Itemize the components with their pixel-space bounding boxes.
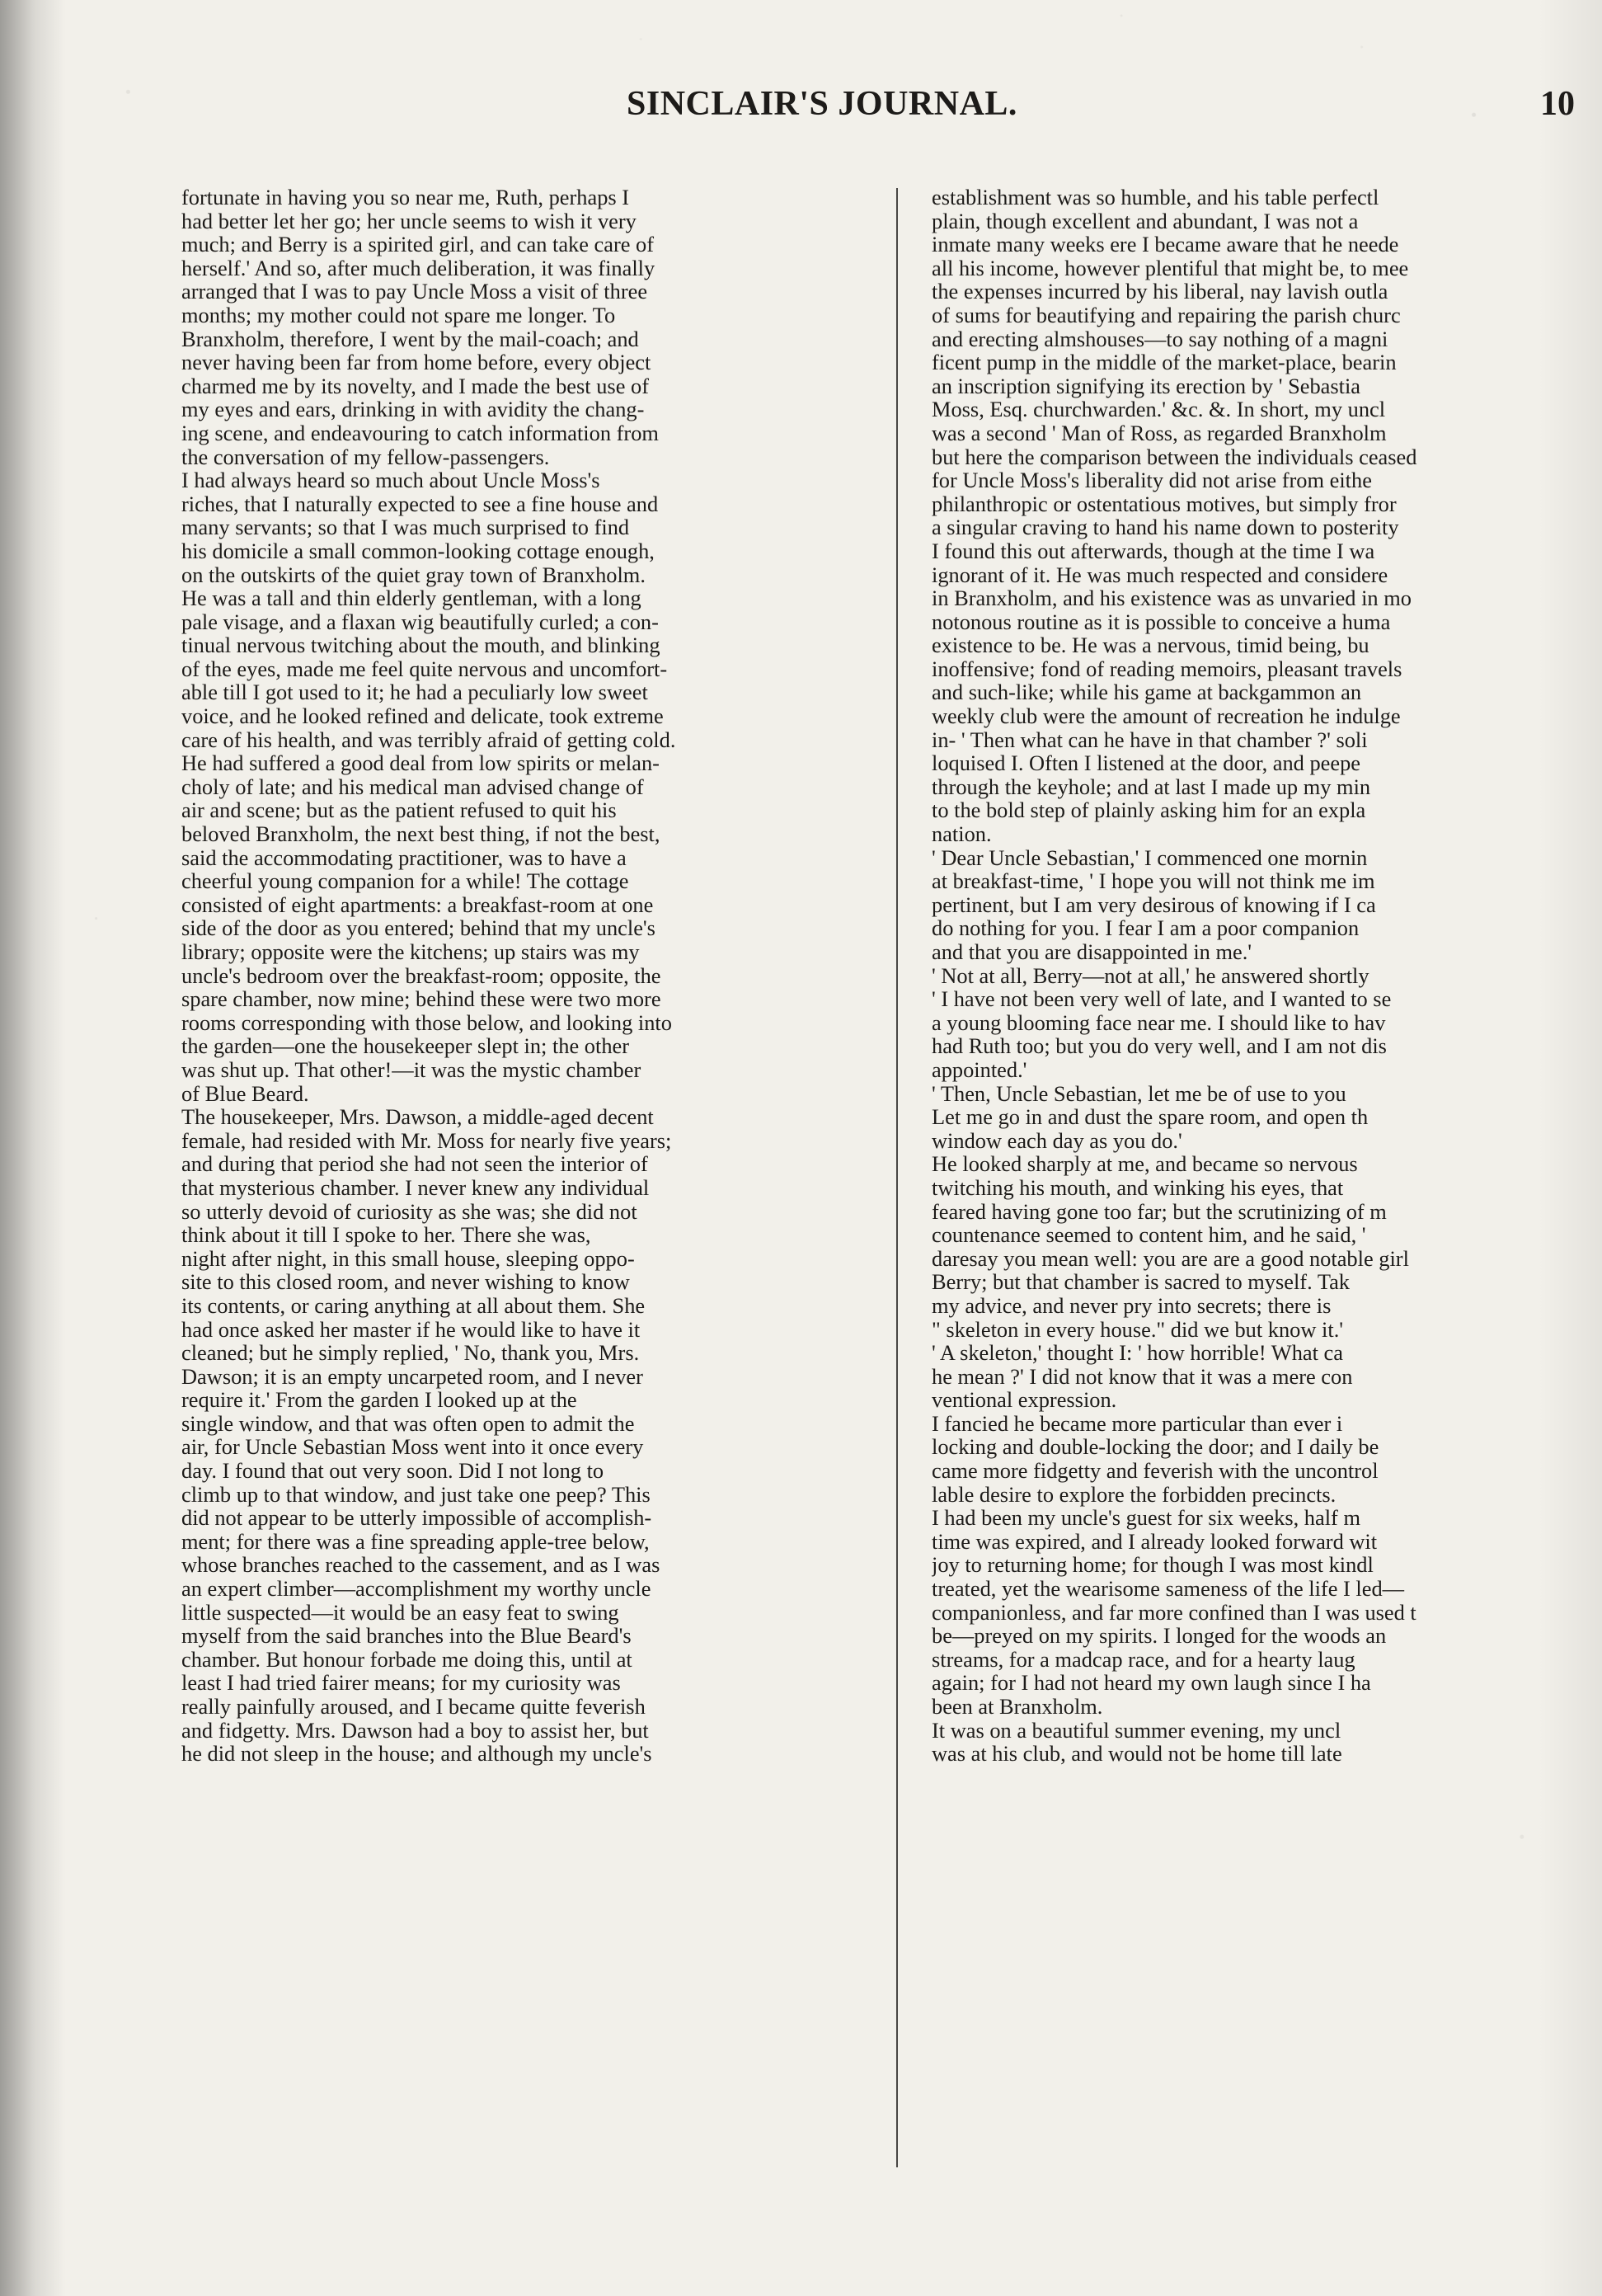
right-column [932, 186, 1583, 2132]
right-paragraph-2: ' Dear Uncle Sebastian,' I commenced one mornin at breakfast-time, ' I hope you will not think me im pertinent, but I am very desirous of knowing if I ca do nothing for you. I fear I am a poor companion and that you are disappointed in me.' [932, 845, 1376, 964]
left-paragraph-4: The housekeeper, Mrs. Dawson, a middle-aged decent female, had resided with Mr. Moss for nearly five years; and during that period she had not seen the interior of that mysterious chamber. I never knew any individual so utterly devoid of curiosity as she was; she did not think about it till I spoke to her. There she was, night after night, in this small house, sleeping oppo- site to this closed room, and never wishing to know its contents, or caring anything at all about them. She had once asked her master if he would like to have it cleaned; but he simply replied, ' No, thank you, Mrs. Dawson; it is an empty uncarpeted room, and I never require it.' From the garden I looked up at the single window, and that was often open to admit the air, for Uncle Sebastian Moss went into it once every day. I found that out very soon. Did I not long to climb up to that window, and just take one peep? This did not appear to be utterly impossible of accomplish- ment; for there was a fine spreading apple-tree below, whose branches reached to the cassement, and as I was an expert climber—accomplishment my worthy uncle little suspected—it would be an easy feat to swing myself from the said branches into the Blue Beard's chamber. But honour forbade me doing this, until at least I had tried fairer means; for my curiosity was really painfully aroused, and I became quitte feverish and fidgetty. Mrs. Dawson had a boy to assist her, but he did not sleep in the house; and although my uncle's [181, 1104, 672, 1767]
column-divider [896, 188, 898, 2167]
left-paragraph-3: He was a tall and thin elderly gentleman, with a long pale visage, and a flaxan wig beautifully curled; a con- tinual nervous twitching about the mouth, and blinking of the eyes, made me feel quite nervous and uncomfort- able till I got used to it; he had a peculiarly low sweet voice, and he looked refined and delicate, took extreme care of his health, and was terribly afraid of getting cold. He had suffered a good deal from low spirits or melan- choly of late; and his medical man advised change of air and scene; but as the patient refused to quit his beloved Branxholm, the next best thing, if not the best, said the accommodating practitioner, was to have a cheerful young companion for a while! The cottage consisted of eight apartments: a breakfast-room at one side of the door as you entered; behind that my uncle's library; opposite were the kitchens; up stairs was my uncle's bedroom over the breakfast-room; opposite, the spare chamber, now mine; behind these were two more rooms corresponding with those below, and looking into the garden—one the housekeeper slept in; the other was shut up. That other!—it was the mystic chamber of Blue Beard. [181, 586, 676, 1106]
page-number: 10 [1540, 85, 1575, 123]
right-paragraph-4: ' Then, Uncle Sebastian, let me be of use to you Let me go in and dust the spare room, and open th window each day as you do.' [932, 1080, 1369, 1153]
left-column [181, 186, 874, 2132]
left-paragraph-2: I had always heard so much about Uncle Moss's riches, that I naturally expected to see a fine house and many servants; so that I was much surprised to find his domicile a small common-looking cottage enough, on the outskirts of the quiet gray town of Branxholm. [181, 468, 659, 587]
paper-texture [0, 0, 1602, 78]
right-paragraph-1: establishment was so humble, and his table perfectl plain, though excellent and abundant, I was not a inmate many weeks ere I became aware that he neede all his income, however plentiful that might be, to mee the expenses incurred by his liberal, nay lavish outla of sums for beautifying and repairing the parish churc and erecting almshouses—to say nothing of a magni ficent pump in the middle of the market-place, bearin an inscription signifying its erection by ' Sebastia Moss, Esq. churchwarden.' &c. &. In short, my uncl was a second ' Man of Ross, as regarded Branxholm but here the comparison between the individuals ceased for Uncle Moss's liberality did not arise from eithe philanthropic or ostentatious motives, but simply fror a singular craving to hand his name down to posterity I found this out afterwards, though at the time I wa ignorant of it. He was much respected and considere in Branxholm, and his existence was as unvaried in mo notonous routine as it is possible to conceive a huma existence to be. He was a nervous, timid being, bu inoffensive; fond of reading memoirs, pleasant travels and such-like; while his game at backgammon an weekly club were the amount of recreation he indulge in- ' Then what can he have in that chamber ?' soli loquised I. Often I listened at the door, and peepe through the keyhole; and at last I made up my min to the bold step of plainly asking him for an expla nation. [932, 186, 1417, 847]
page-header-title: SINCLAIR'S JOURNAL. [627, 85, 1017, 123]
right-paragraph-8: I had been my uncle's guest for six weeks, half m time was expired, and I already looked forward wit joy to returning home; for though I was most kindl treated, yet the wearisome sameness of the life I led— companionless, and far more confined than I was used t be—preyed on my spirits. I longed for the woods an streams, for a madcap race, and for a hearty laug again; for I had not heard my own laugh since I ha been at Branxholm. [932, 1505, 1416, 1719]
right-paragraph-6: ' A skeleton,' thought I: ' how horrible! What ca he mean ?' I did not know that it was a mere con ventional expression. [932, 1340, 1353, 1413]
binding-shadow [0, 0, 66, 2296]
right-paragraph-9: It was on a beautiful summer evening, my uncl was at his club, and would not be home till late [932, 1717, 1342, 1767]
left-paragraph-1: fortunate in having you so near me, Ruth, perhaps I had better let her go; her uncle seems to wish it very much; and Berry is a spirited girl, and can take care of herself.' And so, after much deliberation, it was finally arranged that I was to pay Uncle Moss a visit of three months; my mother could not spare me longer. To Branxholm, therefore, I went by the mail-coach; and never having been far from home before, every object charmed me by its novelty, and I made the best use of my eyes and ears, drinking in with avidity the chang- ing scene, and endeavouring to catch information from the conversation of my fellow-passengers. [181, 186, 659, 469]
right-paragraph-5: He looked sharply at me, and became so nervous twitching his mouth, and winking his eyes, that feared having gone too far; but the scrutinizing of m countenance seemed to content him, and he said, ' daresay you mean well: you are are a good notable girl Berry; but that chamber is sacred to myself. Tak my advice, and never pry into secrets; there is " skeleton in every house." did we but know it.' [932, 1151, 1409, 1342]
right-paragraph-3: ' Not at all, Berry—not at all,' he answered shortly ' I have not been very well of late, and I wanted to se a young blooming face near me. I should like to hav had Ruth too; but you do very well, and I am not dis appointed.' [932, 962, 1392, 1082]
right-paragraph-7: I fancied he became more particular than ever i locking and double-locking the door; and I daily be came more fidgetty and feverish with the uncontrol lable desire to explore the forbidden precincts. [932, 1410, 1379, 1507]
